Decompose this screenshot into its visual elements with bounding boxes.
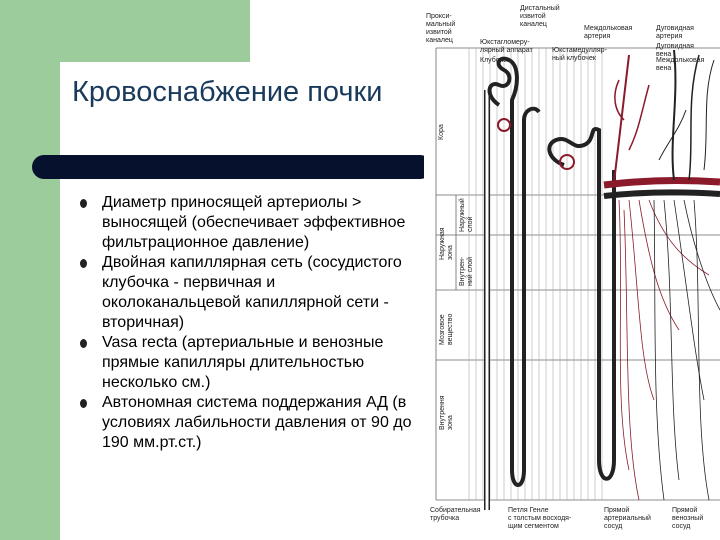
- label-juxtaglomerular-apparatus: Юкстагломеру-лярный аппарат: [480, 39, 533, 54]
- label-interlobular-vein: Междольковая вена: [656, 57, 705, 72]
- label-henle-loop: Петля Генле с толстым восходя-щим сегментом: [508, 507, 572, 530]
- bullet-dot-icon: [80, 399, 87, 408]
- label-inner-zone: Внутреннязона: [439, 395, 454, 430]
- kidney-blood-supply-diagram: [424, 0, 720, 540]
- title-divider-bar: [32, 155, 432, 179]
- label-inner-layer: Внутрен-ний слой: [459, 256, 474, 286]
- label-medulla: Мозговоевещество: [439, 313, 454, 345]
- label-glomerulus: Клубочек: [480, 57, 511, 64]
- bullet-text: Диаметр приносящей артериолы > выносящей (обеспечивает эффективное фильтрационное давление): [102, 194, 406, 251]
- label-collecting-duct: Собирательная трубочка: [430, 507, 481, 522]
- bullet-item: [80, 253, 415, 333]
- bullet-text: Двойная капиллярная сеть (сосудистого клубочка - первичная и околоканальцевой капиллярной сети - вторичная): [102, 254, 402, 331]
- bullet-dot-icon: [80, 259, 87, 268]
- label-distal-tubule: Дистальный извитой каналец: [520, 5, 560, 28]
- label-vasa-recta-artery: Прямой артериальный сосуд: [604, 507, 651, 530]
- bullet-text: Vasa recta (артериальные и венозные прямые капилляры длительностью несколько см.): [102, 334, 384, 391]
- label-arcuate-vein: Дуговидная вена: [656, 43, 694, 58]
- label-proximal-tubule: Прокси-мальный извитой каналец: [426, 13, 456, 44]
- bullet-dot-icon: [80, 199, 87, 208]
- bullet-item: [80, 333, 415, 393]
- slide-title: Кровоснабжение почки: [72, 76, 383, 108]
- bullet-dot-icon: [80, 339, 87, 348]
- label-interlobular-artery: Междольковая артерия: [584, 25, 633, 40]
- bullet-text: Автономная система поддержания АД (в условиях лабильности давления от 90 до 190 мм.рт.ст.): [102, 394, 412, 451]
- label-outer-zone: Наружнаязона: [439, 227, 454, 260]
- green-side-band: [0, 0, 60, 540]
- green-top-band: [60, 0, 250, 62]
- bullet-list: [80, 193, 415, 453]
- label-vasa-recta-vein: Прямой венозный сосуд: [672, 507, 704, 530]
- label-arcuate-artery: Дуговидная артерия: [656, 25, 694, 40]
- label-juxtamedullary-glomerulus: Юкстамедулляр-ный клубочек: [552, 47, 607, 62]
- bullet-item: [80, 193, 415, 253]
- label-outer-layer: Наружныйслой: [459, 198, 474, 232]
- label-cortex: Кора: [438, 124, 445, 140]
- bullet-item: [80, 393, 415, 453]
